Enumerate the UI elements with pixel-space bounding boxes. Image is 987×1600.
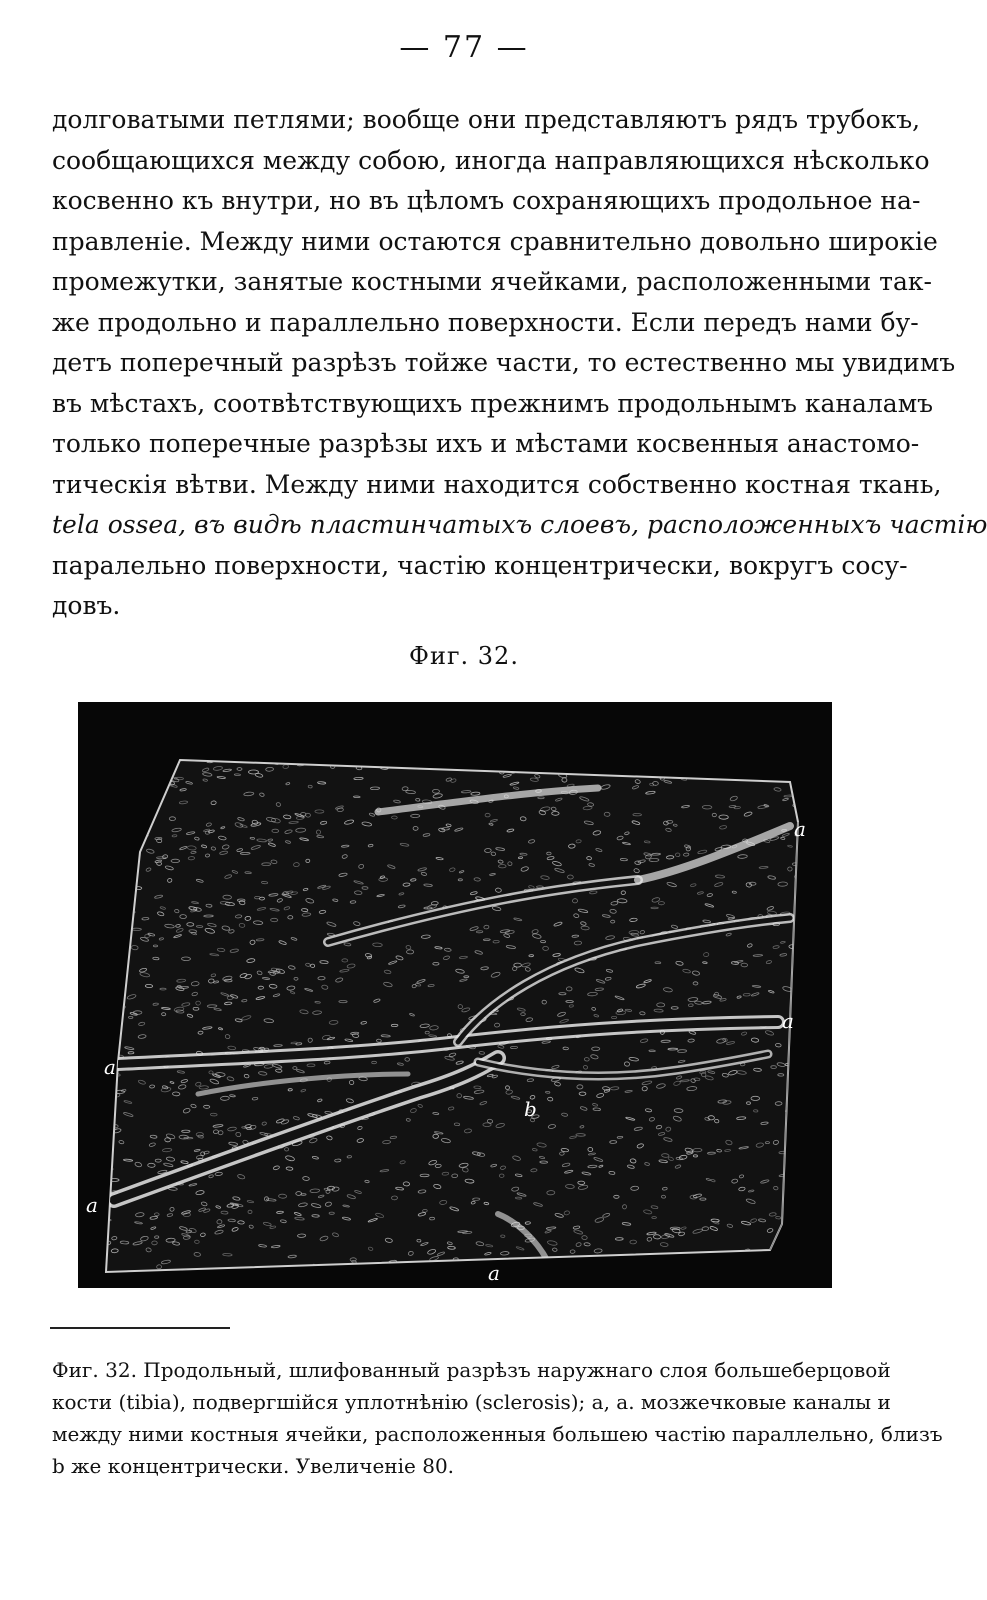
text-line: правленіе. Между ними остаются сравнительно довольно широкіе <box>52 226 938 256</box>
text-segment: въ видѣ пластинчатыхъ слоевъ, <box>186 510 647 539</box>
latin-term: tela ossea, <box>52 510 187 539</box>
text-line: сообщающихся между собою, иногда направляющихся нѣсколько <box>52 145 930 175</box>
text-line: довъ. <box>52 591 121 620</box>
text-line: косвенно къ внутри, но въ цѣломъ сохраняющихъ продольное на- <box>52 186 921 215</box>
body-paragraph <box>52 100 987 627</box>
figure-illustration <box>78 702 832 1288</box>
text-line: промежутки, занятые костными ячейками, расположенными так- <box>52 267 932 296</box>
caption-divider <box>50 1327 230 1329</box>
text-line: детъ поперечный разрѣзъ тойже части, то естественно мы увидимъ <box>52 348 956 377</box>
bone-section-engraving <box>78 702 832 1288</box>
text-line: же продольно и параллельно поверхности. Если передъ нами бу- <box>52 307 919 337</box>
figure-caption <box>52 1354 943 1482</box>
text-line: тическія вѣтви. Между ними находится собственно костная ткань, <box>52 469 942 499</box>
text-line: въ мѣстахъ, соотвѣтствующихъ прежнимъ продольнымъ каналамъ <box>52 388 934 418</box>
text-line: долговатыми петлями; вообще они представляютъ рядъ трубокъ, <box>52 105 921 134</box>
label-a-bottom: a <box>488 1261 500 1285</box>
text-line: только поперечные разрѣзы ихъ и мѣстами косвенныя анастомо- <box>52 429 920 458</box>
text-segment: расположенныхъ частію <box>646 510 987 539</box>
text-line: паралельно поверхности, частію концентрически, вокругъ сосу- <box>52 550 908 580</box>
label-a-top-right: a <box>794 817 806 841</box>
page-number: — 77 — <box>399 30 529 65</box>
label-a-bottom-left: a <box>86 1193 98 1217</box>
figure-title: Фиг. 32. <box>409 642 519 670</box>
caption-line: кости (tibia), подвергшійся уплотнѣнію (sclerosis); a, a. мозжечковые каналы и <box>52 1390 891 1414</box>
caption-line: b же концентрически. Увеличеніе 80. <box>52 1454 455 1478</box>
label-a-mid-right: a <box>782 1009 794 1033</box>
caption-line: между ними костныя ячейки, расположенныя большею частію параллельно, близъ <box>52 1422 943 1446</box>
label-b-center: b <box>524 1097 537 1121</box>
text-line-italic-mixed <box>52 505 987 546</box>
caption-line: Фиг. 32. Продольный, шлифованный разрѣзъ наружнаго слоя большеберцовой <box>52 1358 891 1382</box>
label-a-left: a <box>104 1055 116 1079</box>
